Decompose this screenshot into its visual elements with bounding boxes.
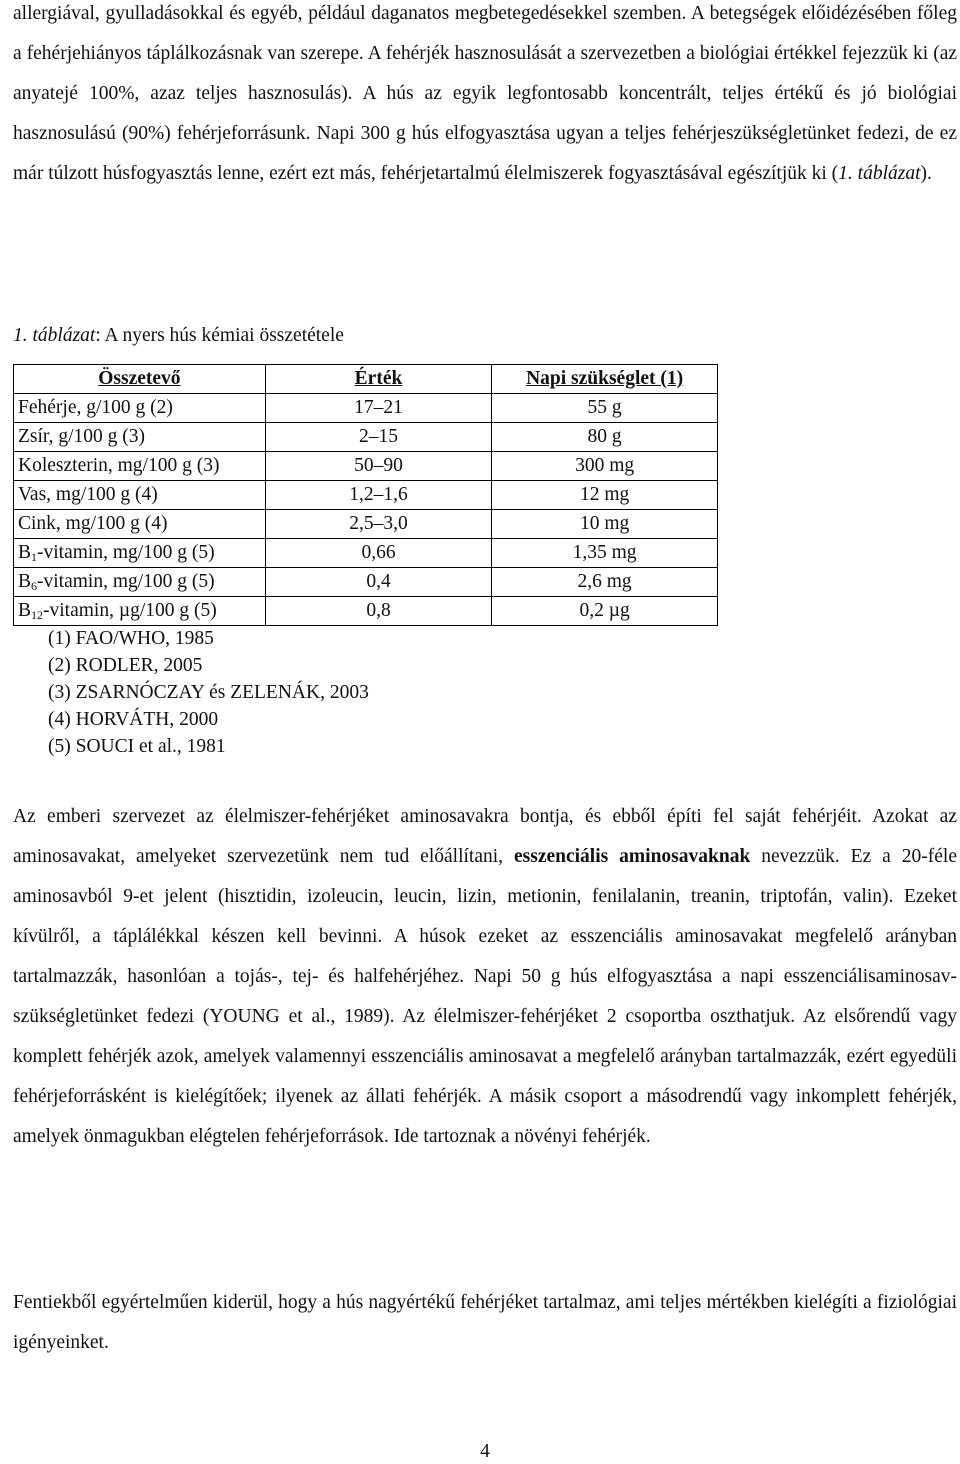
reference-item: (5) SOUCI et al., 1981 (48, 736, 226, 757)
cell-value: 0,66 (265, 539, 491, 568)
cell-value: 50–90 (265, 452, 491, 481)
cell-daily-need: 0,2 µg (492, 597, 718, 626)
cell-daily-need: 80 g (492, 423, 718, 452)
header-component: Összetevő (14, 365, 266, 394)
cell-value: 0,4 (265, 568, 491, 597)
table-row (14, 597, 718, 626)
essential-amino-acids-term: esszenciális aminosavaknak (513, 846, 751, 867)
paragraph-amino-acids (13, 797, 957, 1157)
reference-item: (1) FAO/WHO, 1985 (48, 628, 214, 649)
cell-value: 2,5–3,0 (265, 510, 491, 539)
reference-item: (2) RODLER, 2005 (48, 655, 203, 676)
table-row (14, 539, 718, 568)
cell-component: $B_1$-vitamin, mg/100 g (5) (14, 539, 266, 568)
cell-component: Zsír, g/100 g (3) (14, 423, 266, 452)
table-row (14, 510, 718, 539)
table-row (14, 452, 718, 481)
cell-component: Fehérje, g/100 g (2) (14, 394, 266, 423)
cell-daily-need: 12 mg (492, 481, 718, 510)
header-daily-need: Napi szükséglet (1) (492, 365, 718, 394)
paragraph-2-after: nevezzük. Ez a 20-féle aminosavból 9-et jelent (hisztidin, izoleucin, leucin, lizin, metionin, fenilalanin, treanin, triptofán, valin). Ezeket kívülről, a táplálékkal készen kell bevinni. A húsok ezeket az esszenciális aminosavakat megfelelő arányban tartalmazzák, hasonlóan a tojás-, tej- és halfehérjéhez. Napi 50 g hús elfogyasztása a napi esszenciálisaminosav-szükségletünket fedezi (YOUNG et al., 1989). Az élelmiszer-fehérjéket 2 csoportba oszthatjuk. Az elsőrendű vagy komplett fehérjék azok, amelyek valamennyi esszenciális aminosavat a megfelelő arányban tartalmazzák, ezért egyedüli fehérjeforrásként is kielégítőek; ilyenek az állati fehérjék. A másik csoport a másodrendű vagy inkomplett fehérjék, amelyek önmagukban elégtelen fehérjeforrások. Ide tartoznak a növényi fehérjék. (13, 846, 957, 1147)
table-caption-text: : A nyers hús kémiai összetétele (95, 325, 344, 346)
cell-value: 0,8 (265, 597, 491, 626)
paragraph-conclusion: Fentiekből egyértelműen kiderül, hogy a hús nagyértékű fehérjéket tartalmaz, ami teljes mértékben kielégíti a fiziológiai igényeinket. (13, 1292, 957, 1353)
table-references (48, 625, 369, 760)
table-header-row (14, 365, 718, 394)
cell-component: Cink, mg/100 g (4) (14, 510, 266, 539)
page-number: 4 (480, 1441, 490, 1462)
paragraph-2-before: Az emberi szervezet az élelmiszer-fehérjéket aminosavakra bontja, és ebből építi fel saját fehérjéit. Azokat az aminosavakat, amelyeket szervezetünk nem tud előállítani, (13, 806, 957, 867)
meat-composition-table (13, 364, 718, 626)
table-reference: 1. táblázat (838, 163, 921, 184)
table-row (14, 568, 718, 597)
table-row (14, 481, 718, 510)
cell-daily-need: 2,6 mg (492, 568, 718, 597)
cell-daily-need: 55 g (492, 394, 718, 423)
cell-daily-need: 10 mg (492, 510, 718, 539)
cell-daily-need: 1,35 mg (492, 539, 718, 568)
table-caption-label: 1. táblázat (13, 325, 96, 346)
paragraph-1-end: ). (920, 163, 932, 184)
cell-component: Vas, mg/100 g (4) (14, 481, 266, 510)
table-caption (13, 322, 344, 350)
cell-component: $B_{12}$-vitamin, µg/100 g (5) (14, 597, 266, 626)
cell-component: Koleszterin, mg/100 g (3) (14, 452, 266, 481)
cell-value: 17–21 (265, 394, 491, 423)
cell-value: 2–15 (265, 423, 491, 452)
cell-daily-need: 300 mg (492, 452, 718, 481)
table-row (14, 394, 718, 423)
cell-component: $B_6$-vitamin, mg/100 g (5) (14, 568, 266, 597)
header-value: Érték (265, 365, 491, 394)
paragraph-protein-intro (13, 0, 957, 194)
reference-item: (4) HORVÁTH, 2000 (48, 709, 219, 730)
paragraph-1-text: allergiával, gyulladásokkal és egyéb, például daganatos megbetegedésekkel szemben. A betegségek előidézésében főleg a fehérjehiányos táplálkozásnak van szerepe. A fehérjék hasznosulását a szervezetben a biológiai értékkel fejezzük ki (az anyatejé 100%, azaz teljes hasznosulás). A hús az egyik legfontosabb koncentrált, teljes értékű és jó biológiai hasznosulású (90%) fehérjeforrásunk. Napi 300 g hús elfogyasztása ugyan a teljes fehérjeszükségletünket fedezi, de ez már túlzott húsfogyasztás lenne, ezért ezt más, fehérjetartalmú élelmiszerek fogyasztásával egészítjük ki ( (13, 3, 957, 184)
table-row (14, 423, 718, 452)
reference-item: (3) ZSARNÓCZAY és ZELENÁK, 2003 (48, 682, 369, 703)
cell-value: 1,2–1,6 (265, 481, 491, 510)
